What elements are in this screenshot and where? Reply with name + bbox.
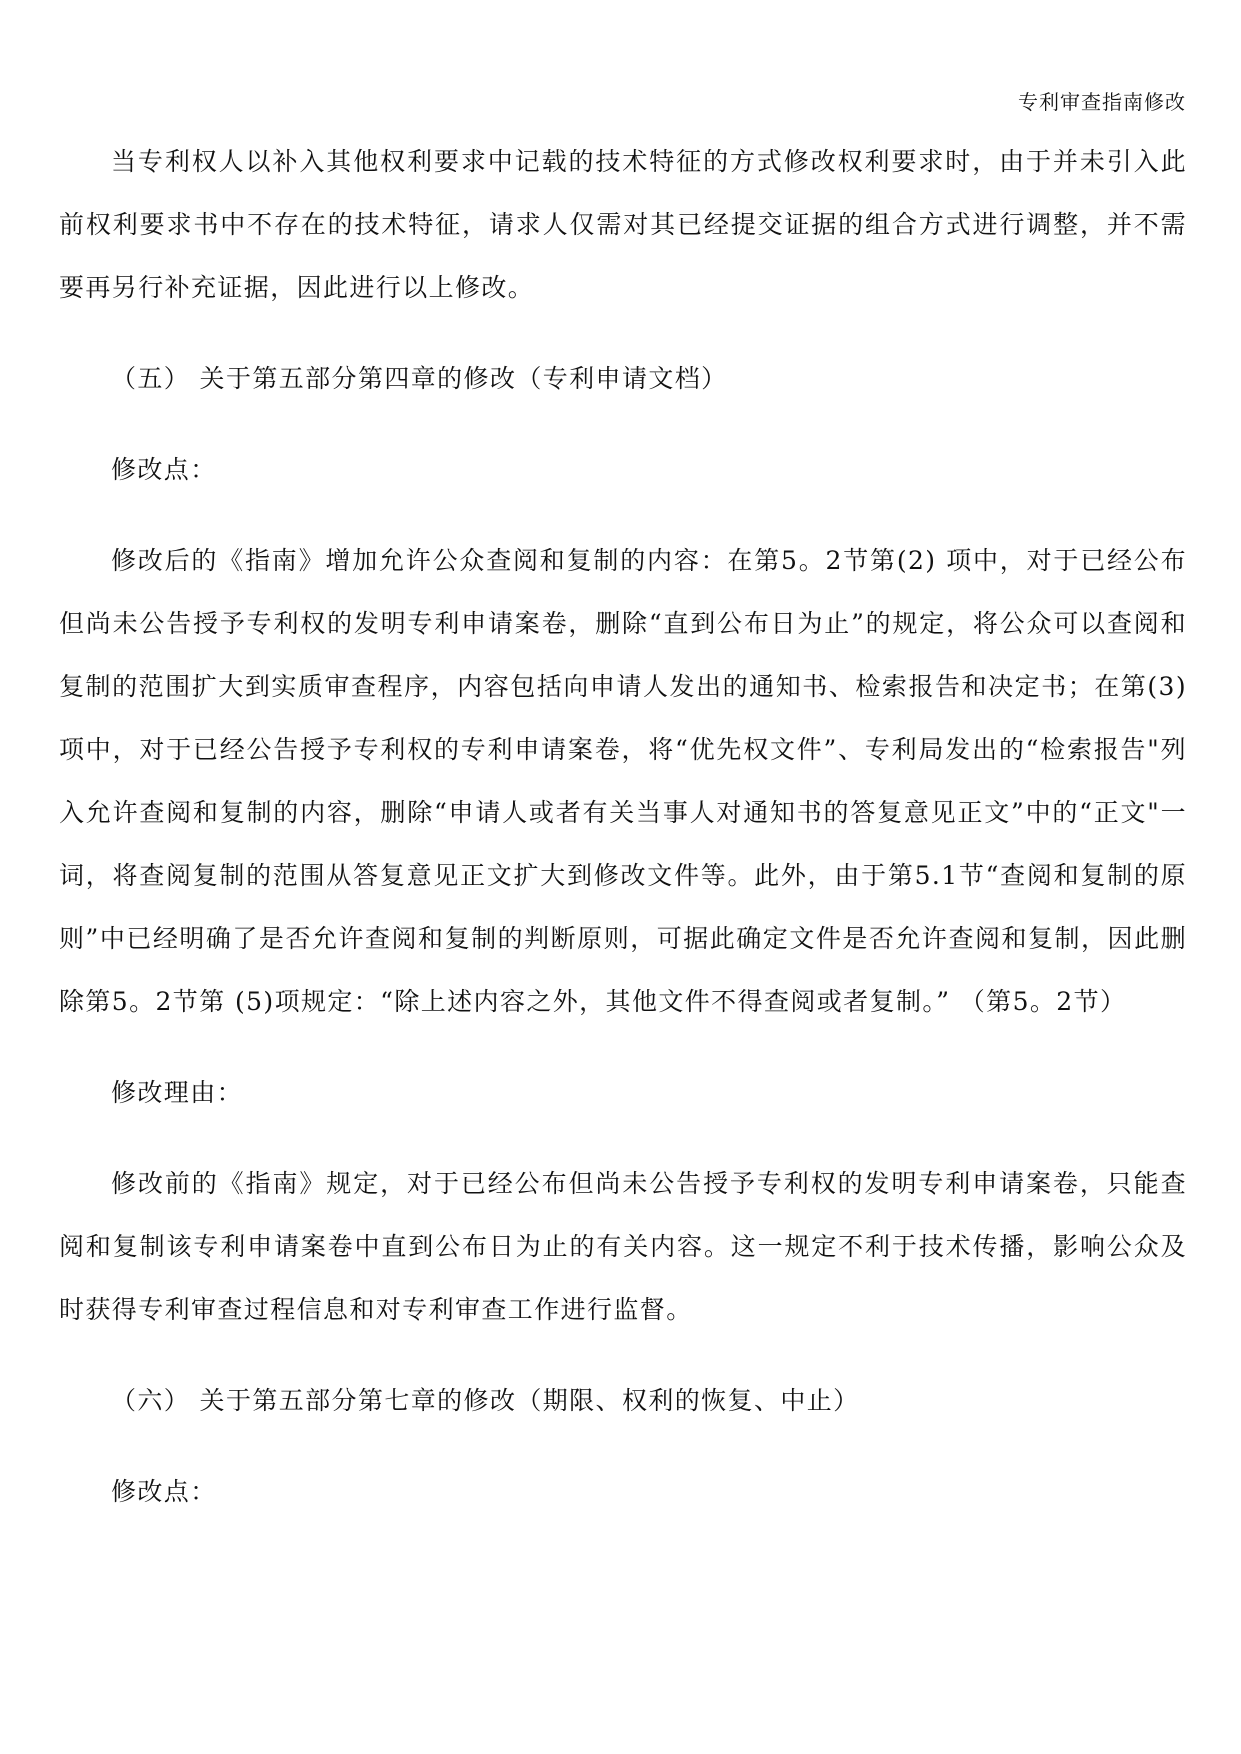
section-five-points-text: 修改后的《指南》增加允许公众查阅和复制的内容：在第5。2节第(2) 项中，对于已经公布但尚未公告授予专利权的发明专利申请案卷，删除“直到公布日为止”的规定，将公众可以查阅和复制的范围扩大到实质审查程序，内容包括向申请人发出的通知书、检索报告和决定书；在第(3)项中，对于已经公告授予专利权的专利申请案卷，将“优先权文件”、专利局发出的“检索报告"列入允许查阅和复制的内容，删除“申请人或者有关当事人对通知书的答复意见正文”中的“正文"一词，将查阅复制的范围从答复意见正文扩大到修改文件等。此外，由于第5.1节“查阅和复制的原则”中已经明确了是否允许查阅和复制的判断原则，可据此确定文件是否允许查阅和复制，因此删除第5。2节第 (5)项规定：“除上述内容之外，其他文件不得查阅或者复制。” （第5。2节）	[59, 546, 1187, 1016]
section-heading-six: （六） 关于第五部分第七章的修改（期限、权利的恢复、中止）	[111, 1386, 860, 1415]
section-five-reason-label: 修改理由：	[111, 1078, 244, 1107]
section-heading-five: （五） 关于第五部分第四章的修改（专利申请文档）	[111, 364, 728, 393]
section-six-points-label: 修改点：	[111, 1477, 217, 1506]
paragraph-intro: 当专利权人以补入其他权利要求中记载的技术特征的方式修改权利要求时，由于并未引入此前权利要求书中不存在的技术特征，请求人仅需对其已经提交证据的组合方式进行调整，并不需要再另行补充证据，因此进行以上修改。	[59, 147, 1187, 302]
section-five-reason-text: 修改前的《指南》规定，对于已经公布但尚未公告授予专利权的发明专利申请案卷，只能查阅和复制该专利申请案卷中直到公布日为止的有关内容。这一规定不利于技术传播，影响公众及时获得专利审查过程信息和对专利审查工作进行监督。	[59, 1169, 1187, 1324]
document-body	[59, 130, 1187, 1523]
section-five-points-label: 修改点：	[111, 455, 217, 484]
running-header: 专利审查指南修改	[1018, 90, 1186, 114]
